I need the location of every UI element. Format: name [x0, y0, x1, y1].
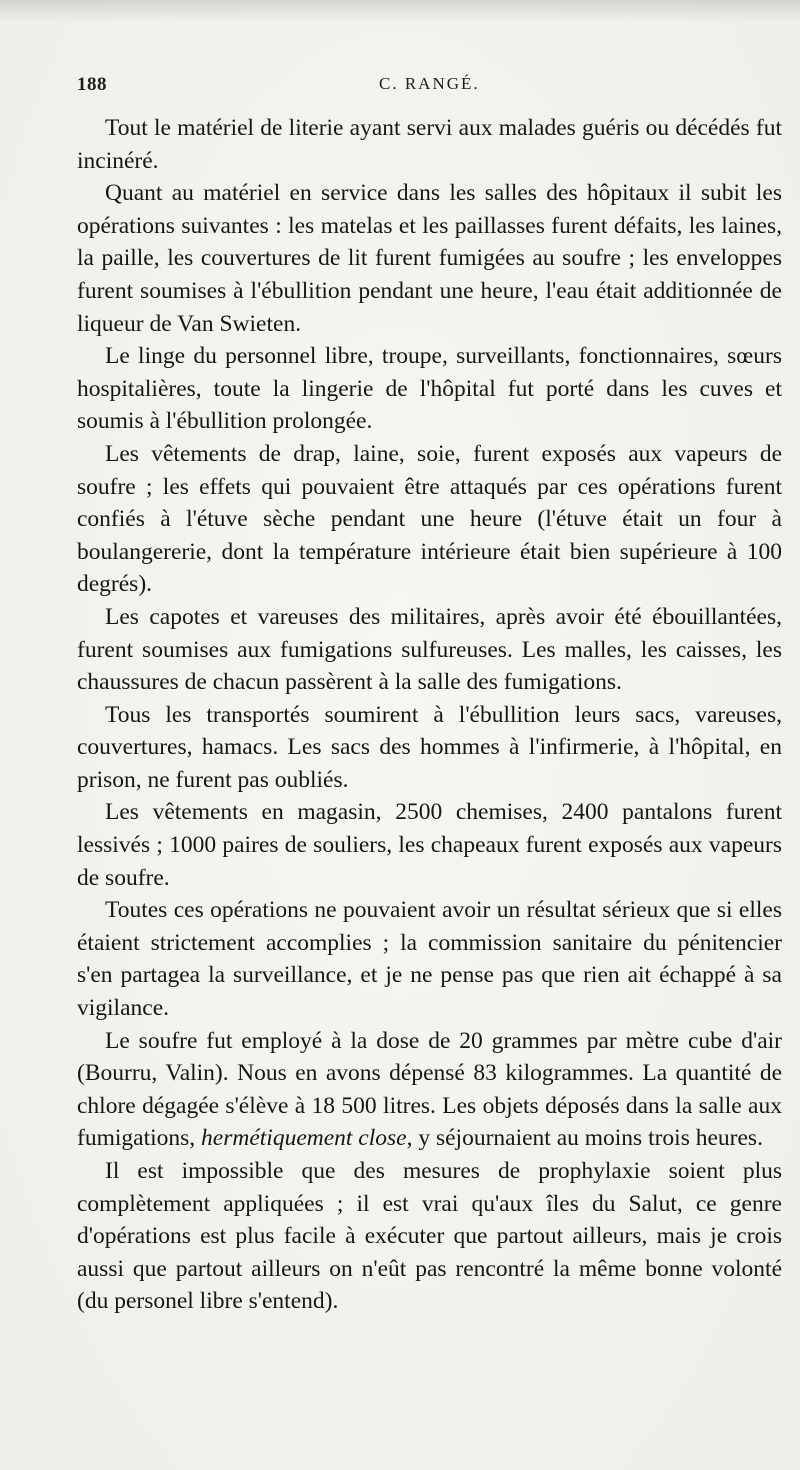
paragraph-8: Toutes ces opérations ne pouvaient avoir un résultat sérieux que si elles étaient strictement accomplies ; la commission sanitaire du pénitencier s'en partagea la surveillance, et je ne pense pas que rien ait échappé à sa vigilance. [77, 897, 782, 1022]
running-header [77, 74, 782, 104]
paragraph-9-italic: hermétiquement close [201, 1125, 407, 1152]
page-edge-shadow [0, 0, 800, 22]
paragraph-2: Quant au matériel en service dans les salles des hôpitaux il subit les opérations suivantes : les matelas et les paillasses furent défaits, les laines, la paille, les couvertures de lit furent fumigées au soufre ; les enveloppes furent soumises à l'ébullition pendant une heure, l'eau était additionnée de liqueur de Van Swieten. [77, 180, 782, 337]
paragraph-3: Le linge du personnel libre, troupe, surveillants, fonctionnaires, sœurs hospitalières, toute la lingerie de l'hôpital fut porté dans les cuves et soumis à l'ébullition prolongée. [77, 343, 782, 435]
paragraph-9 [77, 1025, 782, 1155]
paragraph-6: Tous les transportés soumirent à l'ébullition leurs sacs, vareuses, couvertures, hamacs. Les sacs des hommes à l'infirmerie, à l'hôpital, en prison, ne furent pas oubliés. [77, 701, 782, 793]
paragraph-1: Tout le matériel de literie ayant servi aux malades guéris ou décédés fut incinéré. [77, 115, 782, 174]
header-author: C. RANGÉ. [379, 74, 480, 93]
paragraph-5: Les capotes et vareuses des militaires, après avoir été ébouillantées, furent soumises aux fumigations sulfureuses. Les malles, les caisses, les chaussures de chacun passèrent à la salle des fumigations. [77, 603, 782, 696]
paragraph-9-text-after: , y séjournaient au moins trois heures. [406, 1125, 763, 1152]
paragraph-9-text-before: Le soufre fut employé à la dose de 20 grammes par mètre cube d'air (Bourru, Valin). Nous en avons dépensé 83 kilogrammes. La quantité de chlore dégagée s'élève à 18 500 litres. Les objets déposés dans la salle aux fumigations, [77, 1027, 782, 1152]
body-text [77, 112, 782, 1318]
paragraph-4: Les vêtements de drap, laine, soie, furent exposés aux vapeurs de soufre ; les effets qui pouvaient être attaqués par ces opérations furent confiés à l'étuve sèche pendant une heure (l'étuve était un four à boulangererie, dont la température intérieure était bien supérieure à 100 degrés). [77, 440, 782, 598]
paragraph-7: Les vêtements en magasin, 2500 chemises, 2400 pantalons furent lessivés ; 1000 paires de souliers, les chapeaux furent exposés aux vapeurs de soufre. [77, 799, 782, 891]
paragraph-10: Il est impossible que des mesures de prophylaxie soient plus complètement appliquées ; il est vrai qu'aux îles du Salut, ce genre d'opérations est plus facile à exécuter que partout ailleurs, mais je crois aussi que partout ailleurs on n'eût pas rencontré la même bonne volonté (du personel libre s'entend). [77, 1158, 782, 1315]
page-number: 188 [77, 74, 107, 95]
